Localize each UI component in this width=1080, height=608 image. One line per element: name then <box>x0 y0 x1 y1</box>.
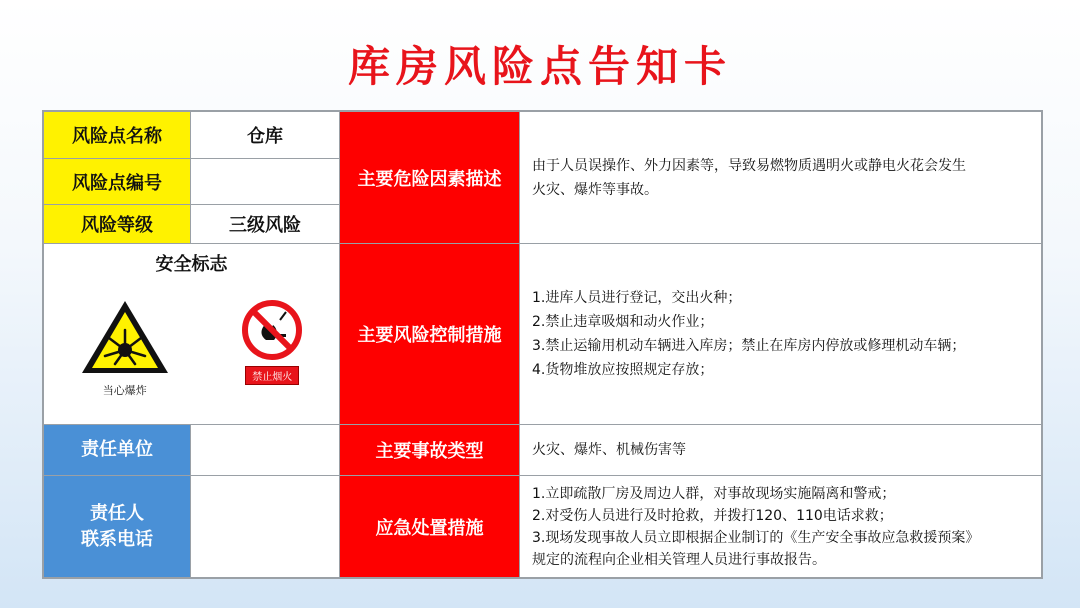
risk-card <box>42 110 1043 579</box>
hazard-line: 火灾、爆炸等事故。 <box>532 181 658 198</box>
risk-code-label: 风险点编号 <box>43 158 191 205</box>
sign-caption: 当心爆炸 <box>102 384 147 397</box>
accident-type-value: 火灾、爆炸、机械伤害等 <box>519 424 1042 476</box>
risk-name-value: 仓库 <box>190 111 340 159</box>
hazard-line: 由于人员误操作、外力因素等，导致易燃物质遇明火或静电火花会发生 <box>532 157 966 174</box>
control-line: 4.货物堆放应按照规定存放； <box>532 362 714 378</box>
control-line: 1.进库人员进行登记，交出火种； <box>532 290 742 306</box>
responsible-unit-label-text: 责任单位 <box>81 439 153 460</box>
prohibition-fire-sign <box>240 298 304 398</box>
control-measures <box>519 243 1042 425</box>
control-line: 2.禁止违章吸烟和动火作业； <box>532 314 714 330</box>
control-line: 3.禁止运输用机动车辆进入库房；禁止在库房内停放或修理机动车辆； <box>532 338 966 354</box>
risk-code-value <box>190 158 340 205</box>
safety-signs-title: 安全标志 <box>155 254 228 275</box>
risk-level-value: 三级风险 <box>190 204 340 244</box>
no-fire-icon <box>240 298 304 362</box>
page-title: 库房风险点告知卡 <box>347 42 732 91</box>
control-measures-label: 主要风险控制措施 <box>339 243 520 425</box>
emergency-line: 规定的流程向企业相关管理人员进行事故报告。 <box>532 551 826 568</box>
emergency-measures <box>519 475 1042 578</box>
risk-level-label: 风险等级 <box>43 204 191 244</box>
responsible-unit-value <box>190 424 340 476</box>
responsible-person-label-line1: 责任人 <box>90 502 144 524</box>
emergency-line: 2.对受伤人员进行及时抢救，并拨打120、110电话求救； <box>532 507 893 524</box>
explosion-warning-icon <box>79 298 171 376</box>
safety-signs-panel <box>43 243 340 425</box>
responsible-unit-label <box>43 424 191 476</box>
emergency-line: 1.立即疏散厂房及周边人群，对事故现场实施隔离和警戒； <box>532 485 896 502</box>
emergency-measures-label: 应急处置措施 <box>339 475 520 578</box>
hazard-description <box>519 111 1042 244</box>
responsible-person-label-line2: 联系电话 <box>81 528 153 550</box>
risk-name-label: 风险点名称 <box>43 111 191 159</box>
hazard-label: 主要危险因素描述 <box>339 111 520 244</box>
warning-explosion-sign <box>79 298 171 398</box>
emergency-line: 3.现场发现事故人员立即根据企业制订的《生产安全事故应急救援预案》 <box>532 529 980 546</box>
responsible-person-label <box>43 475 191 578</box>
sign-caption: 禁止烟火 <box>245 366 299 385</box>
accident-type-label: 主要事故类型 <box>339 424 520 476</box>
responsible-person-value <box>190 475 340 578</box>
